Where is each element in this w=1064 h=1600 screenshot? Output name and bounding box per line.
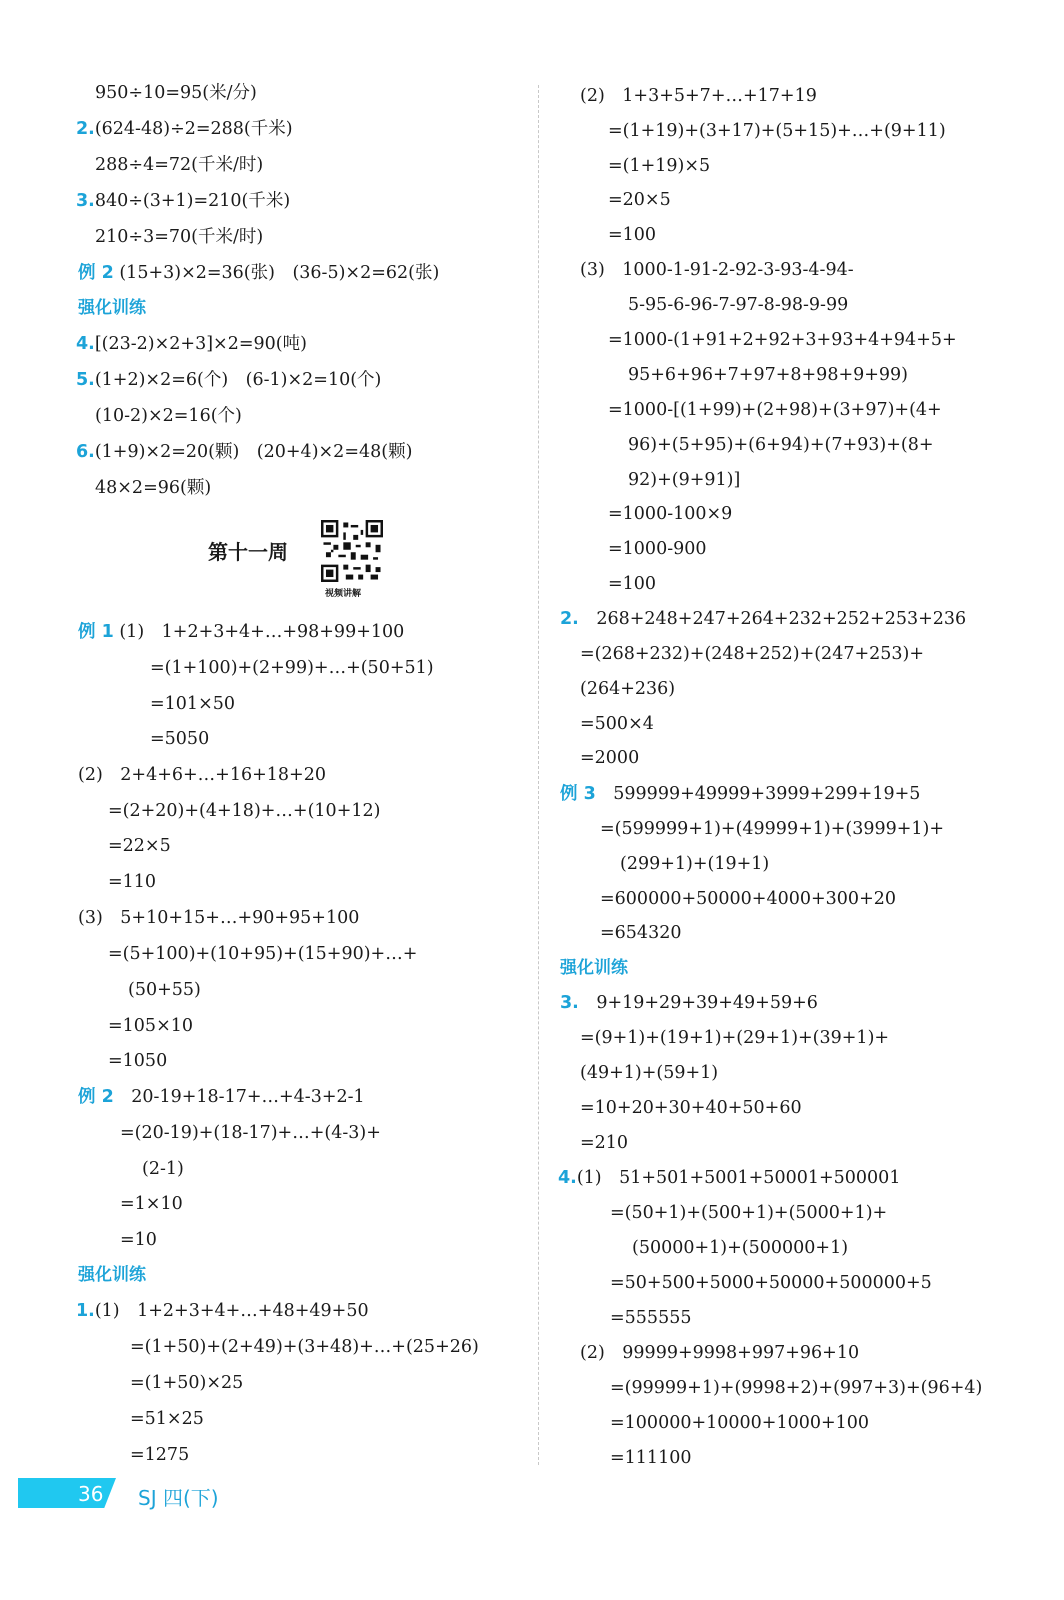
text-line: =50+500+5000+50000+500000+5 (610, 1273, 932, 1293)
problem-line (76, 189, 290, 213)
text-line: =5050 (150, 729, 210, 749)
text-line: =(2+20)+(4+18)+…+(10+12) (108, 801, 381, 821)
problem-line (76, 1299, 369, 1323)
problem-line (560, 991, 818, 1015)
problem-number: 5. (76, 370, 95, 390)
problem-number: 6. (76, 442, 95, 462)
text-line: (2) 99999+9998+997+96+10 (580, 1343, 860, 1363)
text-line: (2) 1+3+5+7+…+17+19 (580, 86, 817, 106)
problem-number: 4. (558, 1168, 577, 1188)
example-line (78, 261, 439, 285)
example-line (78, 1085, 365, 1109)
text-line: =20×5 (608, 190, 671, 210)
qr-code-icon[interactable] (321, 520, 383, 582)
text-line: =(1+19)×5 (608, 156, 711, 176)
text-line: =1×10 (120, 1194, 183, 1214)
text-line: =101×50 (150, 694, 235, 714)
text-line: (2-1) (142, 1159, 184, 1179)
text-line: 5-95-6-96-7-97-8-98-9-99 (628, 295, 849, 315)
text: (1+9)×2=20(颗) (20+4)×2=48(颗) (94, 442, 413, 462)
problem-line (76, 332, 307, 356)
text-line: =500×4 (580, 714, 654, 734)
text-line: 95+6+96+7+97+8+98+9+99) (628, 365, 909, 385)
text-line: 96)+(5+95)+(6+94)+(7+93)+(8+ (628, 435, 934, 455)
text-line: =555555 (610, 1308, 692, 1328)
text-line: =1000-(1+91+2+92+3+93+4+94+5+ (608, 330, 957, 350)
week-title: 第十一周 (208, 540, 288, 564)
text-line: =(99999+1)+(9998+2)+(997+3)+(96+4) (610, 1378, 983, 1398)
text-line: (264+236) (580, 679, 676, 699)
problem-number: 3. (560, 993, 579, 1013)
problem-line (76, 117, 293, 141)
text-line: (50+55) (128, 980, 201, 1000)
example-line (78, 620, 404, 644)
example-label: 例 2 (78, 263, 114, 283)
problem-line (558, 1166, 900, 1190)
text-line: =600000+50000+4000+300+20 (600, 889, 896, 909)
text: (15+3)×2=36(张) (36-5)×2=62(张) (119, 263, 440, 283)
text-line: (50000+1)+(500000+1) (632, 1238, 849, 1258)
text-line: =(1+50)×25 (130, 1373, 244, 1393)
text: 268+248+247+264+232+252+253+236 (596, 609, 967, 629)
text-line: (49+1)+(59+1) (580, 1063, 719, 1083)
text-line: =22×5 (108, 836, 171, 856)
text-line: =1000-900 (608, 539, 707, 559)
section-heading: 强化训练 (78, 298, 146, 318)
problem-line (560, 607, 966, 631)
example-label: 例 2 (78, 1087, 114, 1107)
problem-number: 4. (76, 334, 95, 354)
text-line: =(20-19)+(18-17)+…+(4-3)+ (120, 1123, 381, 1143)
text-line: =1000-100×9 (608, 504, 733, 524)
text: (1) 1+2+3+4+…+98+99+100 (119, 622, 405, 642)
text: (624-48)÷2=288(千米) (94, 119, 293, 139)
problem-line (76, 368, 381, 392)
text-line: 288÷4=72(千米/时) (95, 155, 264, 175)
text-line: =(268+232)+(248+252)+(247+253)+ (580, 644, 925, 664)
text-line: =10 (120, 1230, 157, 1250)
text: [(23-2)×2+3]×2=90(吨) (94, 334, 307, 354)
text-line: =1050 (108, 1051, 168, 1071)
problem-number: 2. (560, 609, 579, 629)
text-line: =105×10 (108, 1016, 193, 1036)
text: (1) 1+2+3+4+…+48+49+50 (94, 1301, 369, 1321)
text-line: (10-2)×2=16(个) (95, 406, 242, 426)
text-line: =(50+1)+(500+1)+(5000+1)+ (610, 1203, 888, 1223)
qr-label: 视频讲解 (325, 589, 362, 599)
section-heading: 强化训练 (78, 1265, 146, 1285)
column-divider (538, 85, 539, 1465)
text-line: =10+20+30+40+50+60 (580, 1098, 802, 1118)
problem-number: 1. (76, 1301, 95, 1321)
text-line: =(1+50)+(2+49)+(3+48)+…+(25+26) (130, 1337, 479, 1357)
text-line: =100 (608, 574, 657, 594)
text-line: =654320 (600, 923, 682, 943)
text-line: =1275 (130, 1445, 190, 1465)
book-series-label: SJ 四(下) (138, 1486, 219, 1510)
section-heading: 强化训练 (560, 958, 628, 978)
text-line: =(9+1)+(19+1)+(29+1)+(39+1)+ (580, 1028, 890, 1048)
text-line: =(5+100)+(10+95)+(15+90)+…+ (108, 944, 418, 964)
text-line: =(1+100)+(2+99)+…+(50+51) (150, 658, 434, 678)
text-line: (3) 5+10+15+…+90+95+100 (78, 908, 360, 928)
example-label: 例 3 (560, 784, 596, 804)
text-line: =111100 (610, 1448, 692, 1468)
text: 9+19+29+39+49+59+6 (596, 993, 818, 1013)
text-line: =2000 (580, 748, 640, 768)
text-line: 48×2=96(颗) (95, 478, 212, 498)
problem-number: 3. (76, 191, 95, 211)
text-line: =100000+10000+1000+100 (610, 1413, 870, 1433)
text-line: =100 (608, 225, 657, 245)
page-number: 36 (78, 1482, 104, 1506)
text: (1+2)×2=6(个) (6-1)×2=10(个) (94, 370, 382, 390)
text-line: =1000-[(1+99)+(2+98)+(3+97)+(4+ (608, 400, 942, 420)
text-line: 210÷3=70(千米/时) (95, 227, 264, 247)
text: 599999+49999+3999+299+19+5 (613, 784, 921, 804)
text-line: 92)+(9+91)] (628, 470, 741, 490)
text-line: (3) 1000-1-91-2-92-3-93-4-94- (580, 260, 854, 280)
text-line: 950÷10=95(米/分) (95, 83, 257, 103)
text: 840÷(3+1)=210(千米) (94, 191, 291, 211)
problem-line (76, 440, 412, 464)
text-line: =51×25 (130, 1409, 204, 1429)
text: 20-19+18-17+…+4-3+2-1 (131, 1087, 365, 1107)
example-line (560, 782, 920, 806)
text-line: (299+1)+(19+1) (620, 854, 770, 874)
text-line: =110 (108, 872, 157, 892)
text-line: =(1+19)+(3+17)+(5+15)+…+(9+11) (608, 121, 946, 141)
text-line: =(599999+1)+(49999+1)+(3999+1)+ (600, 819, 945, 839)
problem-number: 2. (76, 119, 95, 139)
example-label: 例 1 (78, 622, 114, 642)
text-line: =210 (580, 1133, 629, 1153)
text: (1) 51+501+5001+50001+500001 (576, 1168, 901, 1188)
text-line: (2) 2+4+6+…+16+18+20 (78, 765, 326, 785)
